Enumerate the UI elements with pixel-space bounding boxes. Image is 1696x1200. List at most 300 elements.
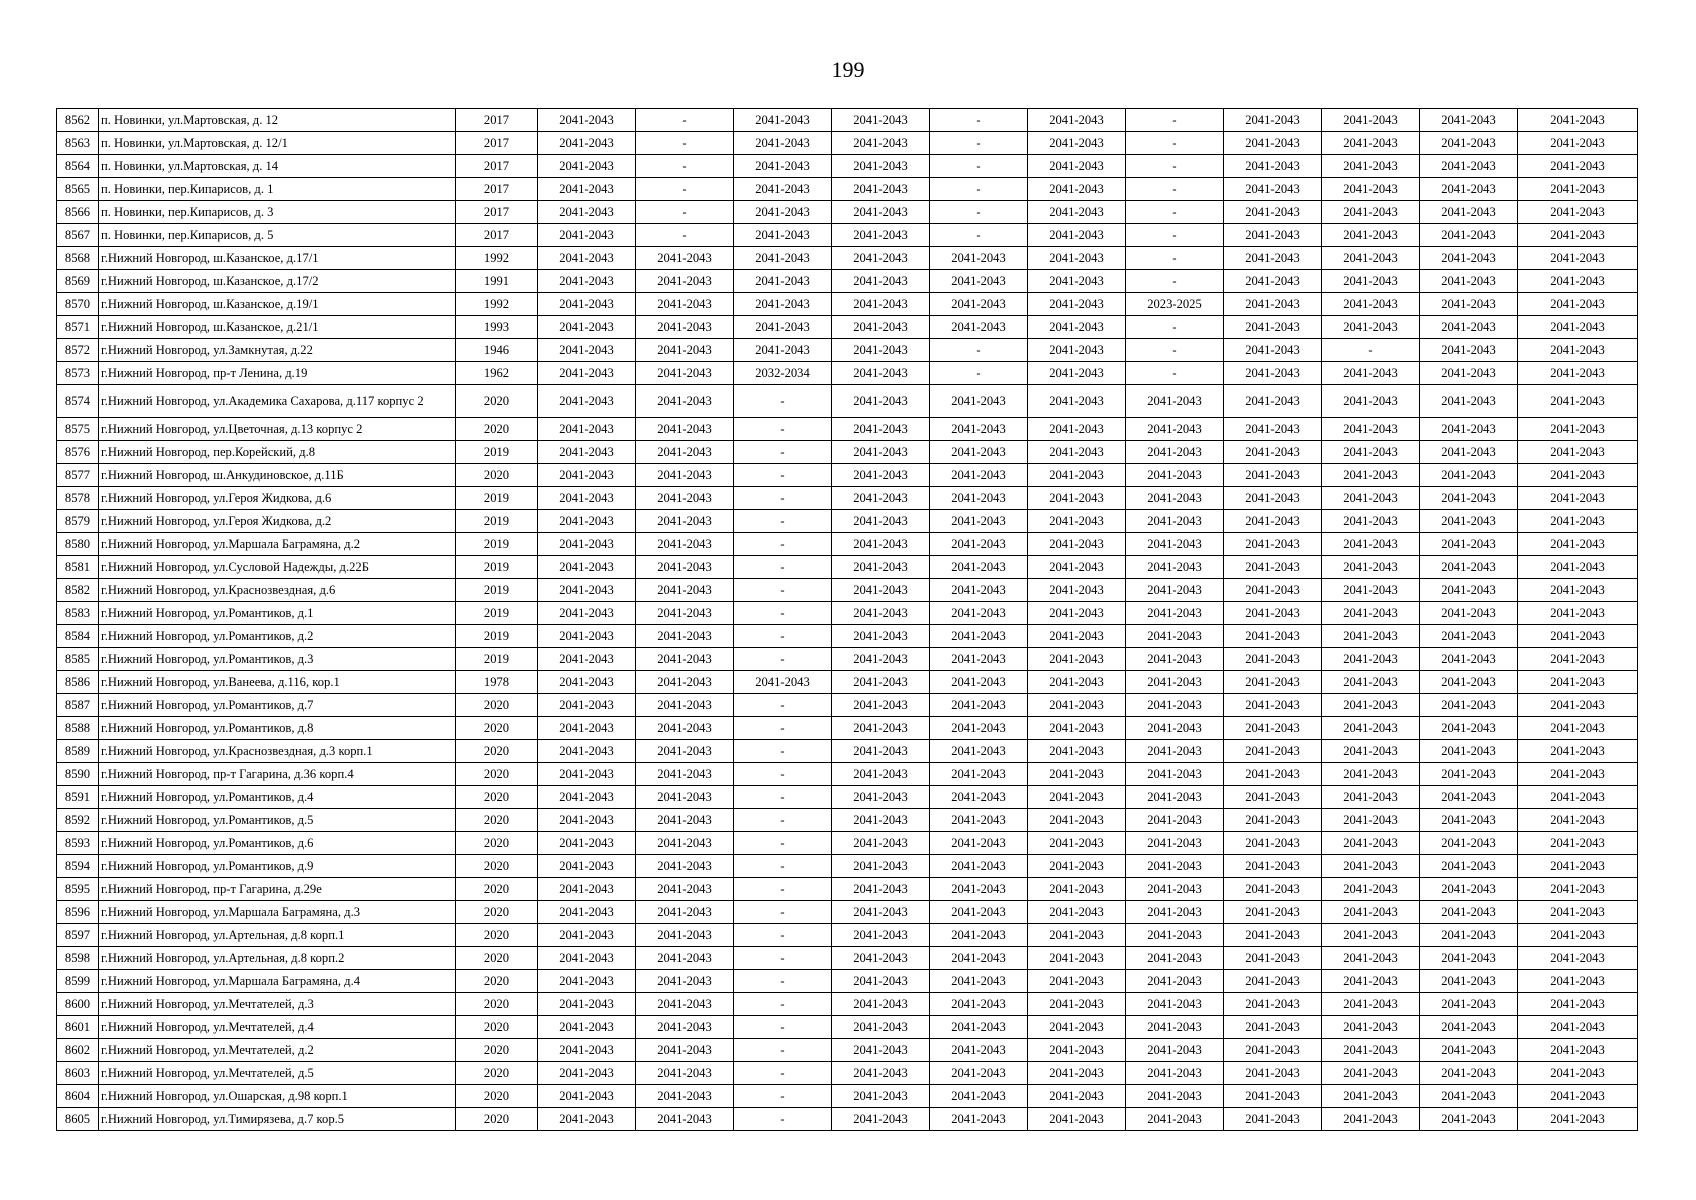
table-row [57, 178, 1638, 201]
term-cell-11: 2041-2043 [1518, 671, 1638, 694]
term-cell-1: 2041-2043 [538, 510, 636, 533]
term-cell-10: 2041-2043 [1420, 293, 1518, 316]
row-number-cell: 8574 [57, 385, 99, 418]
term-cell-6: 2041-2043 [1028, 1085, 1126, 1108]
term-cell-6: 2041-2043 [1028, 362, 1126, 385]
term-cell-10: 2041-2043 [1420, 602, 1518, 625]
term-cell-1: 2041-2043 [538, 1039, 636, 1062]
address-cell: г.Нижний Новгород, ул.Романтиков, д.8 [99, 717, 456, 740]
term-cell-9: 2041-2043 [1322, 464, 1420, 487]
year-cell: 2017 [456, 178, 538, 201]
term-cell-6: 2041-2043 [1028, 648, 1126, 671]
term-cell-9: 2041-2043 [1322, 201, 1420, 224]
table-row [57, 224, 1638, 247]
term-cell-8: 2041-2043 [1224, 1062, 1322, 1085]
table-row [57, 1085, 1638, 1108]
term-cell-3: - [734, 924, 832, 947]
term-cell-7: 2041-2043 [1126, 602, 1224, 625]
term-cell-2: - [636, 178, 734, 201]
term-cell-7: 2041-2043 [1126, 1062, 1224, 1085]
term-cell-6: 2041-2043 [1028, 970, 1126, 993]
term-cell-6: 2041-2043 [1028, 993, 1126, 1016]
term-cell-7: - [1126, 247, 1224, 270]
term-cell-4: 2041-2043 [832, 293, 930, 316]
term-cell-11: 2041-2043 [1518, 224, 1638, 247]
term-cell-6: 2041-2043 [1028, 155, 1126, 178]
term-cell-9: 2041-2043 [1322, 1016, 1420, 1039]
table-row [57, 763, 1638, 786]
term-cell-8: 2041-2043 [1224, 109, 1322, 132]
term-cell-1: 2041-2043 [538, 270, 636, 293]
table-row [57, 418, 1638, 441]
term-cell-2: 2041-2043 [636, 1039, 734, 1062]
table-row [57, 362, 1638, 385]
term-cell-1: 2041-2043 [538, 487, 636, 510]
table-row [57, 510, 1638, 533]
table-row [57, 270, 1638, 293]
term-cell-5: 2041-2043 [930, 947, 1028, 970]
term-cell-8: 2041-2043 [1224, 694, 1322, 717]
address-cell: г.Нижний Новгород, ул.Маршала Баграмяна, д.3 [99, 901, 456, 924]
term-cell-5: 2041-2043 [930, 763, 1028, 786]
term-cell-7: 2041-2043 [1126, 878, 1224, 901]
term-cell-5: 2041-2043 [930, 385, 1028, 418]
term-cell-11: 2041-2043 [1518, 1016, 1638, 1039]
term-cell-9: 2041-2043 [1322, 1039, 1420, 1062]
term-cell-11: 2041-2043 [1518, 878, 1638, 901]
term-cell-10: 2041-2043 [1420, 579, 1518, 602]
row-number-cell: 8605 [57, 1108, 99, 1131]
term-cell-7: 2041-2043 [1126, 1039, 1224, 1062]
term-cell-10: 2041-2043 [1420, 155, 1518, 178]
year-cell: 2020 [456, 1108, 538, 1131]
term-cell-6: 2041-2043 [1028, 579, 1126, 602]
row-number-cell: 8594 [57, 855, 99, 878]
table-row [57, 602, 1638, 625]
term-cell-10: 2041-2043 [1420, 441, 1518, 464]
term-cell-6: 2041-2043 [1028, 339, 1126, 362]
term-cell-4: 2041-2043 [832, 809, 930, 832]
term-cell-1: 2041-2043 [538, 786, 636, 809]
term-cell-11: 2041-2043 [1518, 855, 1638, 878]
address-cell: г.Нижний Новгород, ул.Тимирязева, д.7 кор.5 [99, 1108, 456, 1131]
address-cell: г.Нижний Новгород, ул.Ванеева, д.116, кор.1 [99, 671, 456, 694]
term-cell-11: 2041-2043 [1518, 362, 1638, 385]
term-cell-8: 2041-2043 [1224, 763, 1322, 786]
address-cell: г.Нижний Новгород, ул.Академика Сахарова, д.117 корпус 2 [99, 385, 456, 418]
term-cell-7: - [1126, 362, 1224, 385]
term-cell-3: 2041-2043 [734, 155, 832, 178]
term-cell-3: - [734, 832, 832, 855]
term-cell-10: 2041-2043 [1420, 1016, 1518, 1039]
term-cell-11: 2041-2043 [1518, 201, 1638, 224]
term-cell-10: 2041-2043 [1420, 763, 1518, 786]
term-cell-5: 2041-2043 [930, 556, 1028, 579]
table-row [57, 625, 1638, 648]
address-cell: г.Нижний Новгород, пр-т Ленина, д.19 [99, 362, 456, 385]
term-cell-7: - [1126, 270, 1224, 293]
term-cell-11: 2041-2043 [1518, 625, 1638, 648]
table-row [57, 970, 1638, 993]
term-cell-6: 2041-2043 [1028, 418, 1126, 441]
term-cell-1: 2041-2043 [538, 809, 636, 832]
table-row [57, 901, 1638, 924]
term-cell-8: 2041-2043 [1224, 487, 1322, 510]
term-cell-2: 2041-2043 [636, 293, 734, 316]
term-cell-11: 2041-2043 [1518, 832, 1638, 855]
term-cell-11: 2041-2043 [1518, 740, 1638, 763]
term-cell-2: 2041-2043 [636, 533, 734, 556]
term-cell-3: 2041-2043 [734, 293, 832, 316]
term-cell-5: 2041-2043 [930, 993, 1028, 1016]
address-cell: г.Нижний Новгород, ул.Героя Жидкова, д.2 [99, 510, 456, 533]
term-cell-1: 2041-2043 [538, 109, 636, 132]
term-cell-7: 2041-2043 [1126, 924, 1224, 947]
table-row [57, 717, 1638, 740]
term-cell-4: 2041-2043 [832, 648, 930, 671]
term-cell-4: 2041-2043 [832, 970, 930, 993]
term-cell-8: 2041-2043 [1224, 270, 1322, 293]
table-row [57, 740, 1638, 763]
term-cell-11: 2041-2043 [1518, 809, 1638, 832]
term-cell-9: 2041-2043 [1322, 418, 1420, 441]
term-cell-3: - [734, 579, 832, 602]
term-cell-11: 2041-2043 [1518, 717, 1638, 740]
term-cell-8: 2041-2043 [1224, 947, 1322, 970]
address-cell: г.Нижний Новгород, ул.Романтиков, д.4 [99, 786, 456, 809]
term-cell-11: 2041-2043 [1518, 339, 1638, 362]
term-cell-8: 2041-2043 [1224, 648, 1322, 671]
term-cell-2: 2041-2043 [636, 694, 734, 717]
term-cell-2: 2041-2043 [636, 671, 734, 694]
term-cell-2: 2041-2043 [636, 809, 734, 832]
address-cell: г.Нижний Новгород, ул.Романтиков, д.7 [99, 694, 456, 717]
term-cell-2: 2041-2043 [636, 901, 734, 924]
term-cell-7: 2041-2043 [1126, 740, 1224, 763]
term-cell-7: 2041-2043 [1126, 947, 1224, 970]
term-cell-11: 2041-2043 [1518, 155, 1638, 178]
address-cell: г.Нижний Новгород, пер.Корейский, д.8 [99, 441, 456, 464]
address-cell: г.Нижний Новгород, ул.Мечтателей, д.3 [99, 993, 456, 1016]
term-cell-3: - [734, 786, 832, 809]
term-cell-8: 2041-2043 [1224, 224, 1322, 247]
term-cell-4: 2041-2043 [832, 339, 930, 362]
term-cell-4: 2041-2043 [832, 247, 930, 270]
term-cell-7: 2041-2043 [1126, 832, 1224, 855]
address-cell: г.Нижний Новгород, ул.Романтиков, д.2 [99, 625, 456, 648]
year-cell: 2020 [456, 1085, 538, 1108]
term-cell-11: 2041-2043 [1518, 924, 1638, 947]
term-cell-1: 2041-2043 [538, 878, 636, 901]
term-cell-4: 2041-2043 [832, 1039, 930, 1062]
row-number-cell: 8575 [57, 418, 99, 441]
term-cell-1: 2041-2043 [538, 924, 636, 947]
term-cell-9: 2041-2043 [1322, 809, 1420, 832]
term-cell-3: - [734, 625, 832, 648]
term-cell-6: 2041-2043 [1028, 1062, 1126, 1085]
term-cell-8: 2041-2043 [1224, 293, 1322, 316]
term-cell-3: 2041-2043 [734, 316, 832, 339]
term-cell-2: 2041-2043 [636, 855, 734, 878]
row-number-cell: 8603 [57, 1062, 99, 1085]
term-cell-2: 2041-2043 [636, 418, 734, 441]
term-cell-4: 2041-2043 [832, 464, 930, 487]
term-cell-7: 2041-2043 [1126, 763, 1224, 786]
term-cell-1: 2041-2043 [538, 947, 636, 970]
term-cell-11: 2041-2043 [1518, 270, 1638, 293]
term-cell-5: 2041-2043 [930, 970, 1028, 993]
term-cell-6: 2041-2043 [1028, 694, 1126, 717]
term-cell-4: 2041-2043 [832, 132, 930, 155]
term-cell-10: 2041-2043 [1420, 556, 1518, 579]
year-cell: 2017 [456, 224, 538, 247]
address-cell: г.Нижний Новгород, ул.Ошарская, д.98 корп.1 [99, 1085, 456, 1108]
term-cell-3: - [734, 763, 832, 786]
term-cell-4: 2041-2043 [832, 855, 930, 878]
term-cell-4: 2041-2043 [832, 901, 930, 924]
term-cell-11: 2041-2043 [1518, 993, 1638, 1016]
year-cell: 2020 [456, 993, 538, 1016]
term-cell-8: 2041-2043 [1224, 625, 1322, 648]
term-cell-11: 2041-2043 [1518, 178, 1638, 201]
term-cell-5: - [930, 339, 1028, 362]
term-cell-11: 2041-2043 [1518, 1062, 1638, 1085]
term-cell-3: 2041-2043 [734, 178, 832, 201]
address-cell: г.Нижний Новгород, ул.Краснозвездная, д.3 корп.1 [99, 740, 456, 763]
term-cell-1: 2041-2043 [538, 178, 636, 201]
year-cell: 2019 [456, 533, 538, 556]
term-cell-3: - [734, 878, 832, 901]
term-cell-8: 2041-2043 [1224, 418, 1322, 441]
term-cell-6: 2041-2043 [1028, 224, 1126, 247]
table-row [57, 786, 1638, 809]
term-cell-2: 2041-2043 [636, 1062, 734, 1085]
term-cell-11: 2041-2043 [1518, 556, 1638, 579]
data-table [56, 108, 1638, 1131]
term-cell-1: 2041-2043 [538, 579, 636, 602]
term-cell-1: 2041-2043 [538, 602, 636, 625]
row-number-cell: 8564 [57, 155, 99, 178]
term-cell-10: 2041-2043 [1420, 901, 1518, 924]
term-cell-1: 2041-2043 [538, 648, 636, 671]
term-cell-3: - [734, 602, 832, 625]
term-cell-1: 2041-2043 [538, 717, 636, 740]
term-cell-1: 2041-2043 [538, 339, 636, 362]
term-cell-9: 2041-2043 [1322, 533, 1420, 556]
term-cell-11: 2041-2043 [1518, 316, 1638, 339]
term-cell-6: 2041-2043 [1028, 178, 1126, 201]
term-cell-5: 2041-2043 [930, 579, 1028, 602]
term-cell-2: 2041-2043 [636, 786, 734, 809]
year-cell: 1991 [456, 270, 538, 293]
table-row [57, 947, 1638, 970]
term-cell-5: - [930, 201, 1028, 224]
term-cell-2: 2041-2043 [636, 993, 734, 1016]
row-number-cell: 8597 [57, 924, 99, 947]
term-cell-10: 2041-2043 [1420, 178, 1518, 201]
address-cell: г.Нижний Новгород, ул.Краснозвездная, д.6 [99, 579, 456, 602]
term-cell-1: 2041-2043 [538, 316, 636, 339]
term-cell-10: 2041-2043 [1420, 1062, 1518, 1085]
term-cell-3: - [734, 510, 832, 533]
year-cell: 2019 [456, 510, 538, 533]
term-cell-4: 2041-2043 [832, 786, 930, 809]
row-number-cell: 8591 [57, 786, 99, 809]
term-cell-5: 2041-2043 [930, 464, 1028, 487]
row-number-cell: 8567 [57, 224, 99, 247]
term-cell-9: 2041-2043 [1322, 694, 1420, 717]
year-cell: 2019 [456, 487, 538, 510]
term-cell-3: - [734, 418, 832, 441]
term-cell-2: 2041-2043 [636, 510, 734, 533]
address-cell: г.Нижний Новгород, ш.Казанское, д.21/1 [99, 316, 456, 339]
term-cell-4: 2041-2043 [832, 556, 930, 579]
term-cell-8: 2041-2043 [1224, 362, 1322, 385]
term-cell-9: 2041-2043 [1322, 579, 1420, 602]
term-cell-1: 2041-2043 [538, 362, 636, 385]
term-cell-10: 2041-2043 [1420, 694, 1518, 717]
term-cell-10: 2041-2043 [1420, 740, 1518, 763]
term-cell-8: 2041-2043 [1224, 901, 1322, 924]
address-cell: г.Нижний Новгород, ш.Казанское, д.17/2 [99, 270, 456, 293]
term-cell-1: 2041-2043 [538, 740, 636, 763]
term-cell-9: 2041-2043 [1322, 132, 1420, 155]
address-cell: г.Нижний Новгород, ул.Сусловой Надежды, д.22Б [99, 556, 456, 579]
year-cell: 2017 [456, 132, 538, 155]
address-cell: г.Нижний Новгород, ул.Романтиков, д.1 [99, 602, 456, 625]
term-cell-5: 2041-2043 [930, 924, 1028, 947]
year-cell: 2020 [456, 740, 538, 763]
address-cell: г.Нижний Новгород, ул.Героя Жидкова, д.6 [99, 487, 456, 510]
row-number-cell: 8571 [57, 316, 99, 339]
term-cell-8: 2041-2043 [1224, 855, 1322, 878]
term-cell-11: 2041-2043 [1518, 293, 1638, 316]
term-cell-11: 2041-2043 [1518, 109, 1638, 132]
term-cell-3: 2041-2043 [734, 132, 832, 155]
term-cell-6: 2041-2043 [1028, 270, 1126, 293]
table-row [57, 316, 1638, 339]
term-cell-10: 2041-2043 [1420, 924, 1518, 947]
term-cell-2: 2041-2043 [636, 924, 734, 947]
year-cell: 2019 [456, 556, 538, 579]
term-cell-11: 2041-2043 [1518, 602, 1638, 625]
term-cell-8: 2041-2043 [1224, 464, 1322, 487]
table-row [57, 293, 1638, 316]
row-number-cell: 8593 [57, 832, 99, 855]
term-cell-2: 2041-2043 [636, 1108, 734, 1131]
term-cell-9: 2041-2043 [1322, 224, 1420, 247]
term-cell-10: 2041-2043 [1420, 533, 1518, 556]
year-cell: 2020 [456, 809, 538, 832]
term-cell-4: 2041-2043 [832, 694, 930, 717]
term-cell-2: 2041-2043 [636, 648, 734, 671]
table-row [57, 694, 1638, 717]
term-cell-5: 2041-2043 [930, 602, 1028, 625]
term-cell-10: 2041-2043 [1420, 339, 1518, 362]
term-cell-5: 2041-2043 [930, 809, 1028, 832]
year-cell: 1992 [456, 293, 538, 316]
term-cell-7: 2041-2043 [1126, 648, 1224, 671]
term-cell-9: 2041-2043 [1322, 855, 1420, 878]
row-number-cell: 8590 [57, 763, 99, 786]
term-cell-5: 2041-2043 [930, 510, 1028, 533]
term-cell-2: 2041-2043 [636, 247, 734, 270]
term-cell-5: - [930, 178, 1028, 201]
term-cell-9: 2041-2043 [1322, 648, 1420, 671]
term-cell-11: 2041-2043 [1518, 533, 1638, 556]
term-cell-3: 2041-2043 [734, 247, 832, 270]
term-cell-6: 2041-2043 [1028, 1039, 1126, 1062]
term-cell-4: 2041-2043 [832, 155, 930, 178]
table-row [57, 1016, 1638, 1039]
term-cell-3: 2041-2043 [734, 224, 832, 247]
term-cell-3: 2032-2034 [734, 362, 832, 385]
term-cell-4: 2041-2043 [832, 533, 930, 556]
term-cell-2: 2041-2043 [636, 625, 734, 648]
term-cell-2: 2041-2043 [636, 970, 734, 993]
term-cell-4: 2041-2043 [832, 1062, 930, 1085]
term-cell-11: 2041-2043 [1518, 786, 1638, 809]
year-cell: 2019 [456, 648, 538, 671]
term-cell-2: 2041-2043 [636, 1085, 734, 1108]
term-cell-9: 2041-2043 [1322, 109, 1420, 132]
address-cell: п. Новинки, пер.Кипарисов, д. 5 [99, 224, 456, 247]
term-cell-5: 2041-2043 [930, 855, 1028, 878]
term-cell-6: 2041-2043 [1028, 832, 1126, 855]
term-cell-11: 2041-2043 [1518, 385, 1638, 418]
term-cell-1: 2041-2043 [538, 132, 636, 155]
table-row [57, 878, 1638, 901]
term-cell-3: - [734, 740, 832, 763]
term-cell-6: 2041-2043 [1028, 809, 1126, 832]
term-cell-5: 2041-2043 [930, 625, 1028, 648]
year-cell: 1962 [456, 362, 538, 385]
term-cell-4: 2041-2043 [832, 740, 930, 763]
term-cell-8: 2041-2043 [1224, 1085, 1322, 1108]
row-number-cell: 8580 [57, 533, 99, 556]
term-cell-4: 2041-2043 [832, 579, 930, 602]
term-cell-7: - [1126, 201, 1224, 224]
term-cell-10: 2041-2043 [1420, 201, 1518, 224]
term-cell-6: 2041-2043 [1028, 1016, 1126, 1039]
term-cell-6: 2041-2043 [1028, 556, 1126, 579]
address-cell: г.Нижний Новгород, ул.Мечтателей, д.5 [99, 1062, 456, 1085]
row-number-cell: 8566 [57, 201, 99, 224]
table-row [57, 556, 1638, 579]
address-cell: г.Нижний Новгород, ул.Артельная, д.8 корп.2 [99, 947, 456, 970]
term-cell-3: - [734, 1039, 832, 1062]
term-cell-10: 2041-2043 [1420, 648, 1518, 671]
term-cell-10: 2041-2043 [1420, 132, 1518, 155]
term-cell-2: 2041-2043 [636, 464, 734, 487]
address-cell: г.Нижний Новгород, пр-т Гагарина, д.29е [99, 878, 456, 901]
table-row [57, 671, 1638, 694]
address-cell: г.Нижний Новгород, ул.Маршала Баграмяна, д.4 [99, 970, 456, 993]
year-cell: 2020 [456, 385, 538, 418]
term-cell-6: 2041-2043 [1028, 901, 1126, 924]
term-cell-4: 2041-2043 [832, 224, 930, 247]
term-cell-7: 2041-2043 [1126, 464, 1224, 487]
term-cell-5: 2041-2043 [930, 247, 1028, 270]
term-cell-9: 2041-2043 [1322, 1085, 1420, 1108]
term-cell-6: 2041-2043 [1028, 247, 1126, 270]
row-number-cell: 8576 [57, 441, 99, 464]
term-cell-4: 2041-2043 [832, 1108, 930, 1131]
address-cell: п. Новинки, ул.Мартовская, д. 12/1 [99, 132, 456, 155]
term-cell-10: 2041-2043 [1420, 1039, 1518, 1062]
term-cell-10: 2041-2043 [1420, 487, 1518, 510]
table-row [57, 648, 1638, 671]
